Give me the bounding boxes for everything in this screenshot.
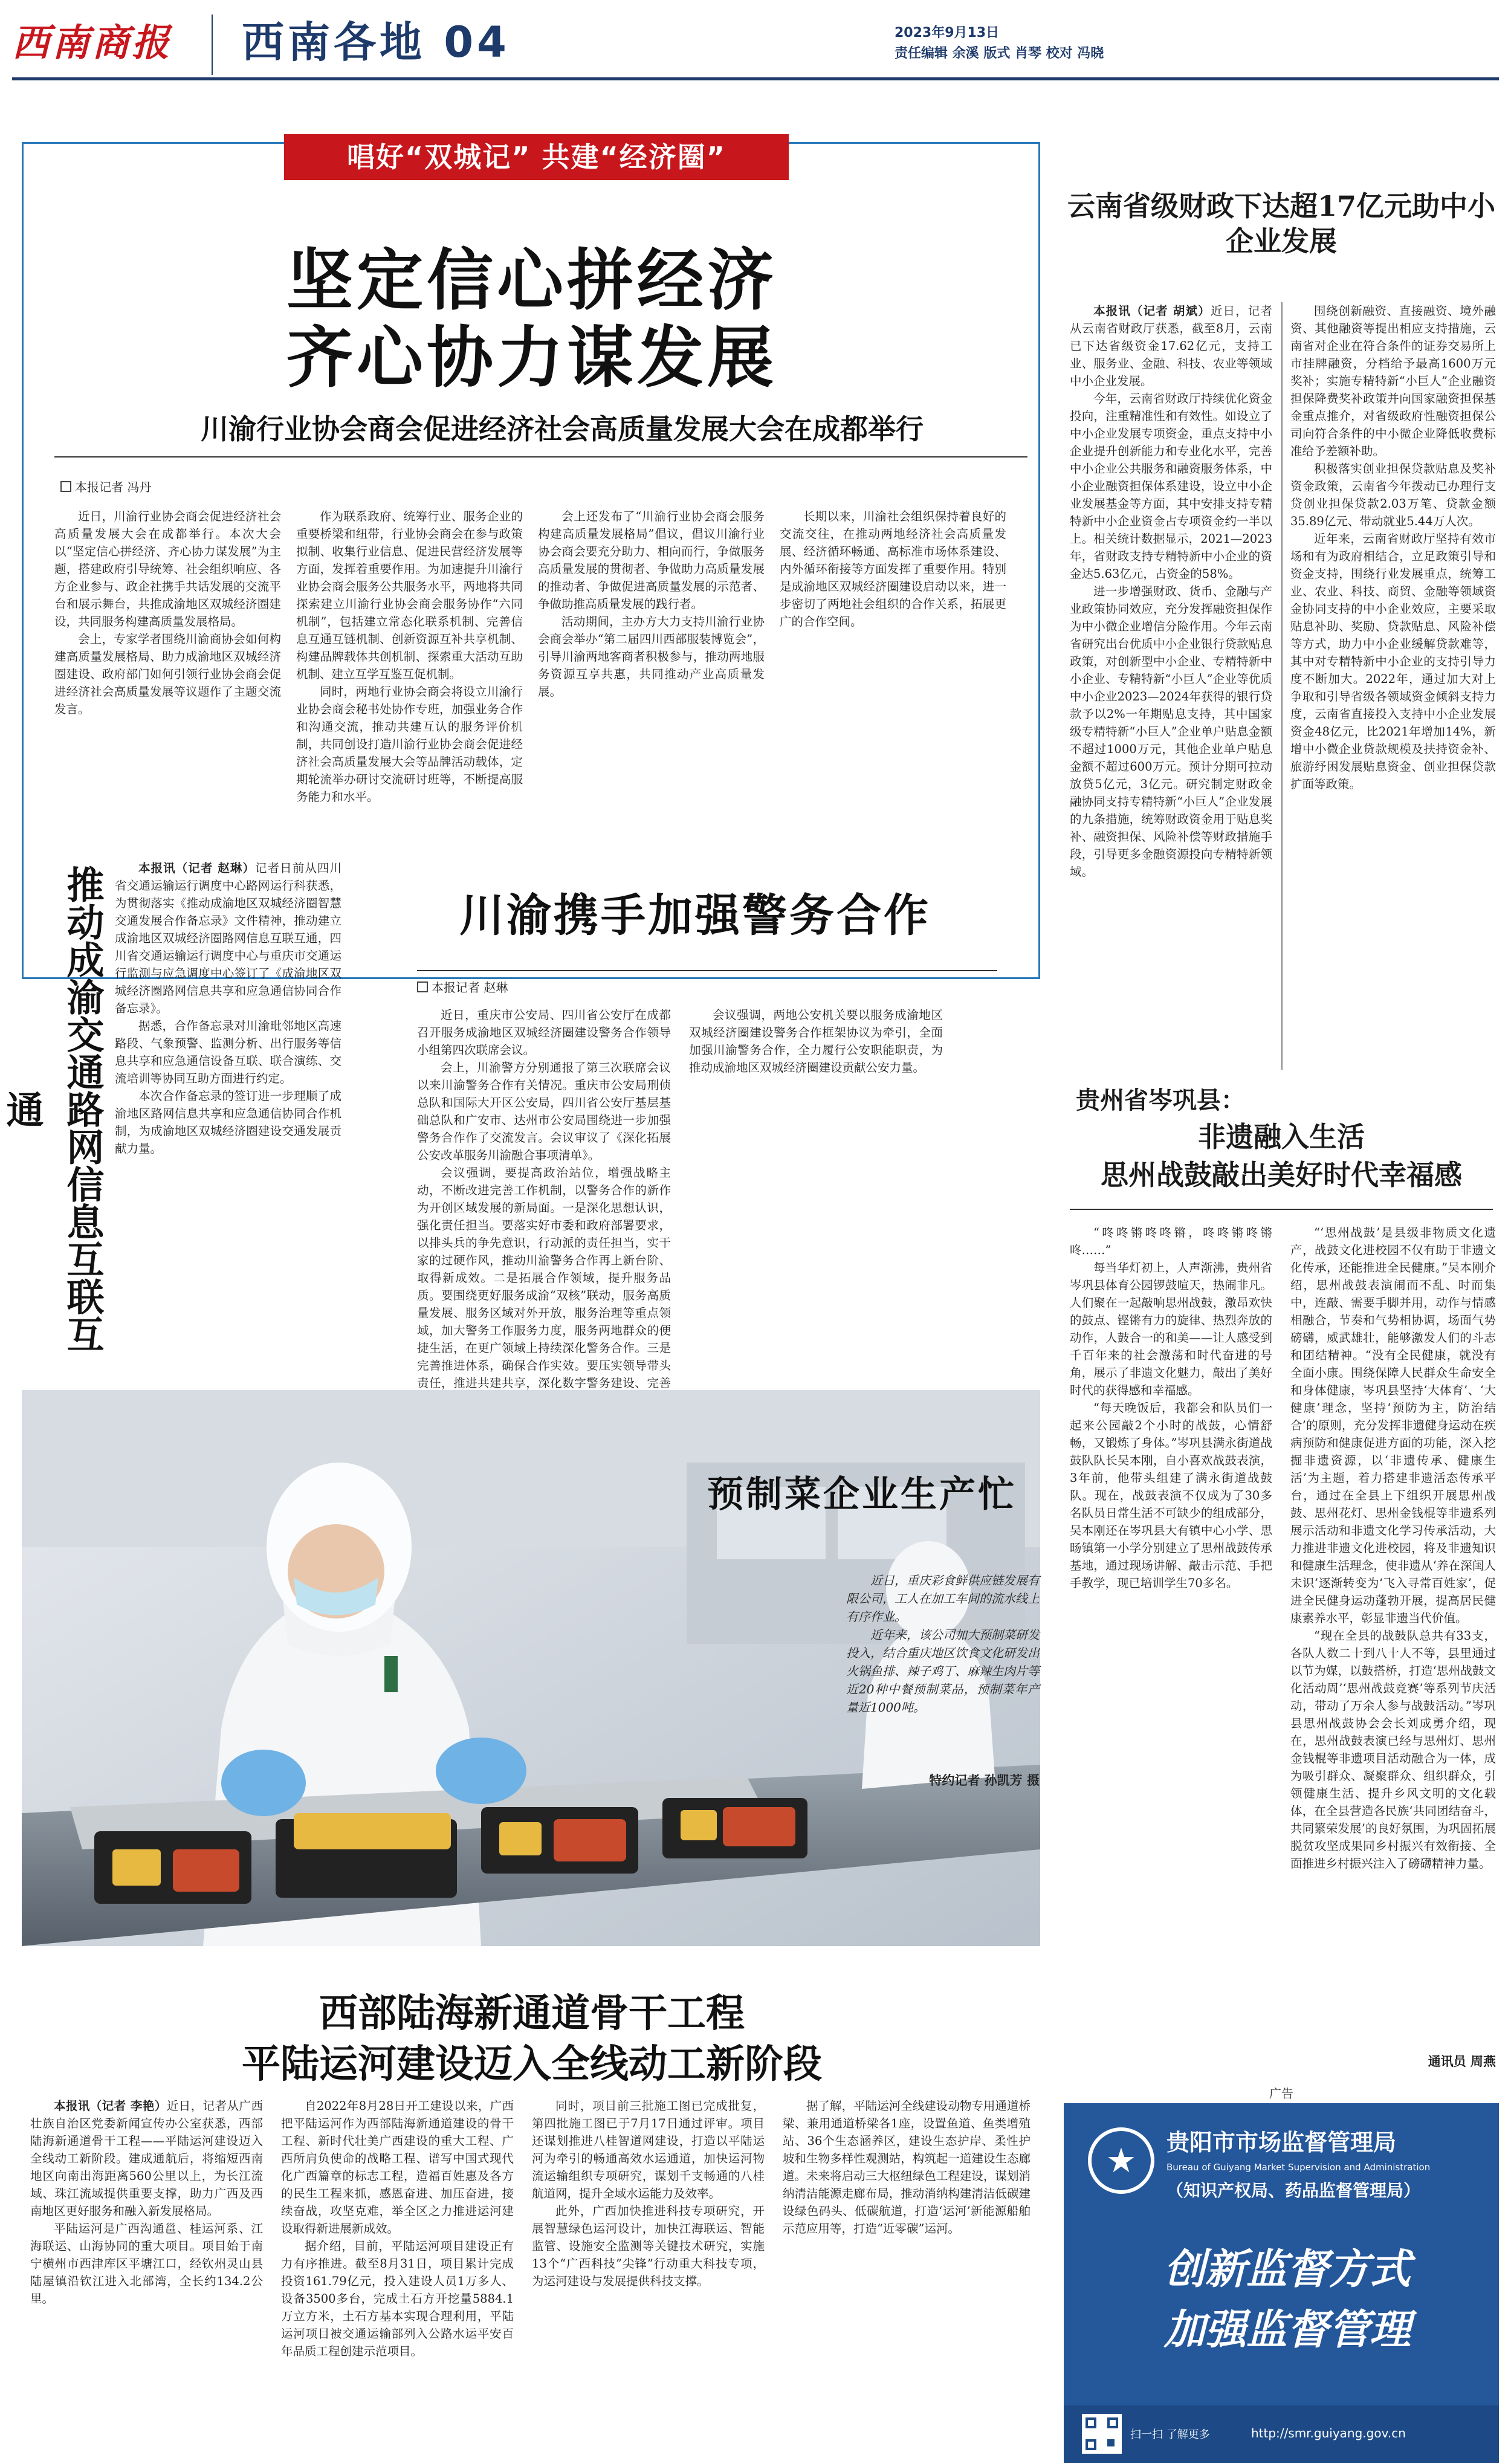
feature-column-4	[780, 508, 1006, 810]
paragraph: 同时，项目前三批施工图已完成批复，第四批施工图已于7月17日通过评审。项目还谋划推进八桂智道网建设，打造以平陆运河为牵引的畅通高效水运通道，加快运河物流运输组织专项研究，谋划千支畅通的八桂航道网，提升全域水运能力及效率。	[532, 2099, 765, 2200]
paragraph: 近日，重庆市公安局、四川省公安厅在成都召开服务成渝地区双城经济圈建设警务合作领导小组第四次联席会议。	[417, 1008, 671, 1057]
police-headline: 川渝携手加强警务合作	[459, 890, 931, 942]
photo-caption	[846, 1571, 1040, 1716]
paragraph: 今年，云南省财政厅持续优化资金投向，注重精准性和有效性。如设立了中小企业发展专项资金，重点支持中小企业提升创新能力和专业化水平，完善中小企业公共服务和融资服务体系，中小企业融资担保体系建设，设立中小企业发展基金等方面，其中安排支持专精特新中小企业资金占专项资金约一半以上。相关统计数据显示，2021—2023年，省财政支持专精特新中小企业的资金达5.63亿元，占资金的58%。	[1070, 392, 1272, 581]
paragraph: 进一步增强财政、货币、金融与产业政策协同效应，充分发挥融资担保作为中小微企业增信分险作用。今年云南省研究出台优质中小企业银行贷款贴息政策，对创新型中小企业、专精特新中小企业、专精特新“小巨人”企业等优质中小企业2023—2024年获得的银行贷款予以2%一年期贴息支持，其中国家级专精特新“小巨人”企业单户贴息金额不超过1000万元，其他企业单户贴息金额不超过600万元。预计分期可拉动放贷5亿元，3亿元。研究制定财政金融协同支持专精特新“小巨人”企业发展的九条措施，统筹财政资金用于贴息奖补、融资担保、风险补偿等财政措施手段，引导更多金融资源投向专精特新领域。	[1070, 584, 1272, 879]
masthead-meta	[895, 23, 1104, 64]
canal-headline-line-1: 西部陆海新通道骨干工程	[319, 1991, 745, 2036]
issue-date: 2023年9月13日	[895, 25, 1000, 40]
police-byline: 本报记者 赵琳	[417, 978, 508, 995]
ad-label: 广告	[1269, 2086, 1293, 2101]
guizhou-rule	[1070, 1209, 1493, 1210]
guizhou-credit: 通讯员 周燕	[1428, 2054, 1496, 2069]
ad-org-name-en: Bureau of Guiyang Market Supervision and Administration	[1166, 2162, 1431, 2173]
paragraph: 本报讯（记者 赵琳）记者日前从四川省交通运输运行调度中心路网运行科获悉，为贯彻落实《推动成渝地区双城经济圈智慧交通发展合作备忘录》文件精神，推动建立成渝地区双城经济圈路网信息互联互通，四川省交通运输运行调度中心与重庆市交通运行监测与应急调度中心签订了《成渝地区双城经济圈路网信息共享和应急通信协同合作备忘录》。	[115, 861, 341, 1015]
subtitle-rule	[54, 456, 1027, 458]
qr-code-icon	[1082, 2414, 1122, 2454]
traffic-byline: 本报讯（记者 赵琳）	[138, 861, 256, 875]
page-title	[242, 12, 510, 73]
paragraph: 本次合作备忘录的签订进一步理顺了成渝地区路网信息共享和应急通信协同合作机制，为成渝地区双城经济圈建设交通发展贡献力量。	[115, 1089, 341, 1156]
guizhou-column-1	[1070, 1224, 1272, 2046]
editor-credits: 责任编辑 余溪 版式 肖琴 校对 冯晓	[895, 46, 1104, 61]
section-name: 西南各地	[242, 18, 425, 67]
paragraph: 会议强调，两地公安机关要以服务成渝地区双城经济圈建设警务合作框架协议为牵引，全面加强川渝警务合作，全力履行公安职能职责，为推动成渝地区双城经济圈建设贡献公安力量。	[689, 1008, 943, 1075]
paragraph: 作为联系政府、统筹行业、服务企业的重要桥梁和纽带，行业协会商会在参与政策拟制、收集行业信息、促进民营经济发展等方面，发挥着重要作用。为加速提升川渝行业协会商会服务公共服务水平，两地将共同探索建立川渝行业协会商会服务协作“六同机制”，包括建立常态化联系机制、完善信息互通互链机制、创新资源互补共享机制、构建品牌载体共创机制、探索重大活动互助机制、建立互学互鉴互促机制。	[296, 509, 523, 681]
paragraph: 同时，两地行业协会商会将设立川渝行业协会商会秘书处协作专班，加强业务合作和沟通交流，推动共建互认的服务评价机制，共同创设打造川渝行业协会商会促进经济社会高质量发展大会等品牌活动载体，定期轮流举办研讨交流研讨班等，不断提高服务能力和水平。	[296, 685, 523, 804]
paragraph: “现在全县的战鼓队总共有33支，各队人数二十到八十人不等，县里通过以节为媒，以鼓搭桥，打造‘思州战鼓文化活动周’‘思州战鼓竞赛’等系列节庆活动，带动了万余人参与战鼓活动。”岑巩县思州战鼓协会会长刘成勇介绍，现在，思州战鼓表演已经与思州灯、思州金钱棍等非遗项目活动融合为一体，成为吸引群众、凝聚群众、组织群众，引领健康生活、提升乡风文明的文化载体，在全县营造各民族‘共同团结奋斗，共同繁荣发展’的良好氛围，为巩固拓展脱贫攻坚成果同乡村振兴有效衔接、全面推进乡村振兴注入了磅礴精神力量。	[1290, 1629, 1496, 1871]
paragraph: 自2022年8月28日开工建设以来，广西把平陆运河作为西部陆海新通道建设的骨干工程、新时代壮美广西建设的重大工程、广西所肩负使命的战略工程、谱写中国式现代化广西篇章的标志工程，造福百姓惠及各方的民生工程来抓，感恩奋进、加压奋进，接续奋战，攻坚克难，举全区之力推进运河建设取得新进展新成效。	[281, 2099, 514, 2236]
ad-url: http://smr.guiyang.gov.cn	[1251, 2426, 1406, 2440]
photo-credit: 特约记者 孙凯芳 摄	[929, 1773, 1040, 1788]
yunnan-column-1	[1070, 302, 1272, 1070]
masthead-divider	[212, 15, 213, 75]
caption-paragraph: 近年来，该公司加大预制菜研发投入，结合重庆地区饮食文化研发出火锅鱼排、辣子鸡丁、麻辣生肉片等近20种中餐预制菜品，预制菜年产量近1000吨。	[846, 1628, 1040, 1715]
paragraph: 会上还发布了“川渝行业协会商会服务构建高质量发展格局”倡议，倡议川渝行业协会商会要充分助力、相向而行，争做服务高质量发展的贯彻者、争做助力高质量发展的推动者、争做促进高质量发展的示范者、争做助推高质量发展的践行者。	[538, 509, 765, 611]
headline-line-2: 齐心协力谋发展	[286, 319, 777, 396]
headline-line-1: 坚定信心拼经济	[286, 242, 777, 319]
yunnan-headline: 云南省级财政下达超17亿元助中小企业发展	[1067, 190, 1495, 257]
ad-slogan-2: 加强监督管理	[1163, 2306, 1411, 2354]
ad-org-sub: （知识产权局、药品监督管理局）	[1166, 2181, 1421, 2200]
feature-column-2	[296, 508, 523, 810]
paragraph: 平陆运河是广西沟通邕、桂运河系、江海联运、山海协同的重大项目。项目始于南宁横州市西津库区平塘江口，经钦州灵山县陆屋镇沿钦江进入北部湾，全长约134.2公里。	[30, 2222, 263, 2306]
photo-headline: 预制菜企业生产忙	[707, 1473, 1017, 1516]
feature-banner: 唱好“双城记” 共建“经济圈”	[284, 134, 789, 180]
header-rule	[12, 77, 1499, 80]
paragraph: 据了解，平陆运河全线建设动物专用通道桥梁、兼用通道桥梁各1座，设置鱼道、鱼类增殖站、36个生态涵养区，建设生态护岸、柔性护坡和生物多样性观测站，构筑起一道建设生态廊道。未来将启动三大枢纽绿色工程建设，谋划消纳清洁能源走廊布局，推动消纳构建清洁低碳建设绿色码头、低碳航道，打造‘运河’新能源船舶示范应用等，打造“近零碳”运河。	[783, 2099, 1031, 2236]
paragraph: 长期以来，川渝社会组织保持着良好的交流交往，在推动两地经济社会高质量发展、经济循环畅通、高标准市场体系建设、内外循环衔接等方面发挥了重要作用。特别是成渝地区双城经济圈建设启动以来，进一步密切了两地社会组织的合作关系，拓展更广的合作空间。	[780, 509, 1006, 629]
police-column-1	[417, 1006, 671, 1390]
canal-column-3	[532, 2097, 765, 2454]
ad-footer	[1064, 2405, 1499, 2463]
paragraph: 围绕创新融资、直接融资、境外融资、其他融资等提出相应支持措施，云南省对企业在符合条件的证券交易所上市挂牌融资，分档给予最高1600万元奖补；实施专精特新“小巨人”企业融资担保降费奖补政策并向国家融资担保基金重点推介，对省级政府性融资担保公司向符合条件的中小微企业降低收费标准给予差额补助。	[1290, 304, 1496, 458]
paragraph: 本报讯（记者 胡斌）近日，记者从云南省财政厅获悉，截至8月，云南已下达省级资金17.62亿元，支持工业、服务业、金融、科技、农业等领域中小企业发展。	[1070, 304, 1272, 388]
canal-column-1	[30, 2097, 263, 2454]
masthead-logo: 西南商报	[12, 21, 172, 65]
headline	[218, 242, 846, 396]
paragraph: 每当华灯初上，人声渐沸，贵州省岑巩县体育公园锣鼓喧天，热闹非凡。人们聚在一起敲响思州战鼓，激昂欢快的鼓点、铿锵有力的旋律、热烈奔放的动作，人鼓合一的和美——让人感受到千百年来的社会激荡和时代奋进的号角，展示了非遗文化魅力，敲出了美好时代的获得感和幸福感。	[1070, 1261, 1272, 1397]
paragraph: “‘思州战鼓’是县级非物质文化遗产，战鼓文化进校园不仅有助于非遗文化传承，还能推进全民健康。”吴本刚介绍，思州战鼓表演闹而不乱、时而集中，连敲、需要手脚并用，动作与情感相融合，节奏和气势相协调，场面气势磅礴，威武雄壮，能够激发人们的斗志和团结精神。“没有全民健康，就没有全面小康。围绕保障人民群众生命安全和身体健康，岑巩县坚持‘大体育’、‘大健康’理念，坚持‘预防为主，防治结合’的原则，充分发挥非遗健身运动在疾病预防和健康促进方面的功能，深入挖掘非遗资源，以‘非遗传承、健康生活’为主题，着力搭建非遗活态传承平台，通过在全县上下组织开展思州战鼓、思州花灯、思州金钱棍等非遗系列展示活动和非遗文化学习传承活动，大力推进非遗文化进校园，将及非遗知识和健康生活理念，使非遗从‘养在深闺人未识’逐渐转变为‘飞入寻常百姓家’，促进全民健身运动蓬勃开展，提高居民健康素养水平，彰显非遗当代价值。	[1290, 1226, 1496, 1625]
feature-byline: 本报记者 冯丹	[60, 477, 151, 495]
right-column-divider	[1281, 302, 1283, 1070]
government-ad	[1064, 2103, 1499, 2463]
caption-paragraph: 近日，重庆彩食鲜供应链发展有限公司，工人在加工车间的流水线上有序作业。	[846, 1573, 1040, 1624]
paragraph: 近年来，云南省财政厅坚持有效市场和有为政府相结合，立足政策引导和资金支持，围绕行业发展重点，统筹工业、农业、科技、商贸、金融等领域资金协同支持的中小企业效应，主要采取贴息补助、奖励、贷款贴息、风险补偿等方式，助力中小企业缓解贷款难等，其中对专精特新中小企业的支持引导力度不断加大。2022年，通过加大对上争取和引导省级各领域资金倾斜支持力度，云南省直接投入支持中小企业发展资金48亿元，比2021年增加14%，新增中小微企业贷款规模及扶持资金补、旅游纾困发展贴息资金、创业担保贷款扩面等政策。	[1290, 532, 1496, 791]
traffic-vertical-headline: 推动成渝交通路网信息互联互通	[0, 865, 105, 1353]
emblem-icon: ★	[1088, 2127, 1154, 2194]
paragraph: 据介绍，目前，平陆运河项目建设正有力有序推进。截至8月31日，项目累计完成投资161.79亿元，投入建设人员1万多人、设备3500多台，完成土石方开挖量5884.1万立方米，土石方基本实现合理利用，平陆运河项目被交通运输部列入公路水运平安百年品质工程创建示范项目。	[281, 2239, 514, 2358]
yunnan-byline: 本报讯（记者 胡斌）	[1093, 304, 1211, 318]
canal-column-2	[281, 2097, 514, 2454]
paragraph: 本报讯（记者 李艳）近日，记者从广西壮族自治区党委新闻宣传办公室获悉，西部陆海新通道骨干工程——平陆运河建设迈入全线动工新阶段。建成通航后，将缩短西南地区向南出海距离560公里以上，为长江流域、珠江流域提供重要支撑，助力广西及西南地区更好服务和融入新发展格局。	[30, 2099, 263, 2218]
guizhou-kicker: 贵州省岑巩县：	[1076, 1086, 1245, 1114]
paragraph: 据悉，合作备忘录对川渝毗邻地区高速路段、气象预警、监测分析、出行服务等信息共享和应急通信设备互联、联合演练、交流培训等协同互助方面进行约定。	[115, 1019, 341, 1085]
ad-org-name: 贵阳市市场监督管理局	[1166, 2129, 1397, 2156]
paragraph: 活动期间，主办方大力支持川渝行业协会商会举办“第二届四川西部服装博览会”，引导川渝两地客商者积极参与，推动两地服务资源互享共惠，共同推动产业高质量发展。	[538, 615, 765, 699]
paragraph: 会议强调，要提高政治站位，增强战略主动，不断改进完善工作机制，以警务合作的新作为开创区域发展的新局面。一是深化思想认识，强化责任担当。要落实好市委和政府部署要求，以排头兵的争先意识，行动派的责任担当，实干家的过硬作风，推动川渝警务合作再上新台阶、取得新成效。二是拓展合作领域，提升服务品质。要围绕更好服务成渝“双核”联动，服务高质量发展、服务区域对外开放，服务治理等重点领域，加大警务工作服务力度，服务两地群众的便捷生活，在更广领域上持续深化警务合作。三是完善推进体系，确保合作实效。要压实领导带头责任，推进共建共享，深化数字警务建设、完善	[417, 1166, 671, 1390]
canal-headline	[24, 1988, 1040, 2090]
paragraph: 近日，川渝行业协会商会促进经济社会高质量发展大会在成都举行。本次大会以“坚定信心拼经济、齐心协力谋发展”为主题，搭建政府引导统筹、社会组织响应、各方企业参与、政企社携手共话发展的交流平台和展示舞台，共推成渝地区双城经济圈建设，共同服务构建高质量发展格局。	[54, 509, 281, 629]
guizhou-headline-1: 非遗融入生活	[1198, 1120, 1365, 1153]
ad-slogan-1: 创新监督方式	[1163, 2245, 1411, 2294]
police-column-2	[689, 1006, 943, 1369]
police-rule	[417, 970, 997, 971]
feature-column-1	[54, 508, 281, 810]
guizhou-headline-2: 思州战鼓敲出美好时代幸福感	[1101, 1159, 1462, 1191]
paragraph: 会上，川渝警方分别通报了第三次联席会议以来川渝警务合作有关情况。重庆市公安局刑侦总队和国际大开区公安局，四川省公安厅基层基础总队和广安市、达州市公安局围绕进一步加强警务合作作了交流发言。会议审议了《深化拓展公安改革服务川渝融合事项清单》。	[417, 1061, 671, 1162]
paragraph: 积极落实创业担保贷款贴息及奖补资金政策，云南省今年拨动已办理行支贷创业担保贷款2.03万笔、贷款金额35.89亿元、带动就业5.44万人次。	[1290, 462, 1496, 528]
traffic-column	[115, 859, 341, 1355]
paragraph: “每天晚饭后，我都会和队员们一起来公园敲2个小时的战鼓，心情舒畅，又锻炼了身体。”岑巩县满永街道战鼓队队长吴本刚，自小喜欢战鼓表演，3年前，他带头组建了满永街道战鼓队。现在，战鼓表演不仅成为了30多名队员日常生活不可缺少的组成部分，吴本刚还在岑巩县大有镇中心小学、思旸镇第一小学分别建立了思州战鼓传承基地，通过现场讲解、敲击示范、手把手教学，现已培训学生70多名。	[1070, 1401, 1272, 1590]
guizhou-column-2	[1290, 1224, 1496, 2046]
canal-column-4	[783, 2097, 1031, 2454]
feature-column-3	[538, 508, 765, 810]
ad-scan-text: 扫一扫 了解更多	[1130, 2428, 1210, 2441]
yunnan-column-2	[1290, 302, 1496, 1070]
canal-headline-line-2: 平陆运河建设迈入全线动工新阶段	[242, 2042, 822, 2087]
page-number: 04	[444, 18, 510, 67]
paragraph: 会上，专家学者围绕川渝商协会如何构建高质量发展格局、助力成渝地区双城经济圈建设、政府部门如何引领行业协会商会促进经济社会高质量发展等议题作了主题交流发言。	[54, 632, 281, 716]
headline-subtitle: 川渝行业协会商会促进经济社会高质量发展大会在成都举行	[201, 413, 924, 445]
paragraph: “咚咚锵咚咚锵，咚咚锵咚锵咚……”	[1070, 1226, 1272, 1257]
canal-byline: 本报讯（记者 李艳）	[54, 2099, 167, 2113]
paragraph: 此外，广西加快推进科技专项研究，开展智慧绿色运河设计，加快江海联运、智能监管、设施安全监测等关键技术研究，实施13个“广西科技”尖锋”行动重大科技专项，为运河建设与发展提供科技支撑。	[532, 2204, 765, 2288]
